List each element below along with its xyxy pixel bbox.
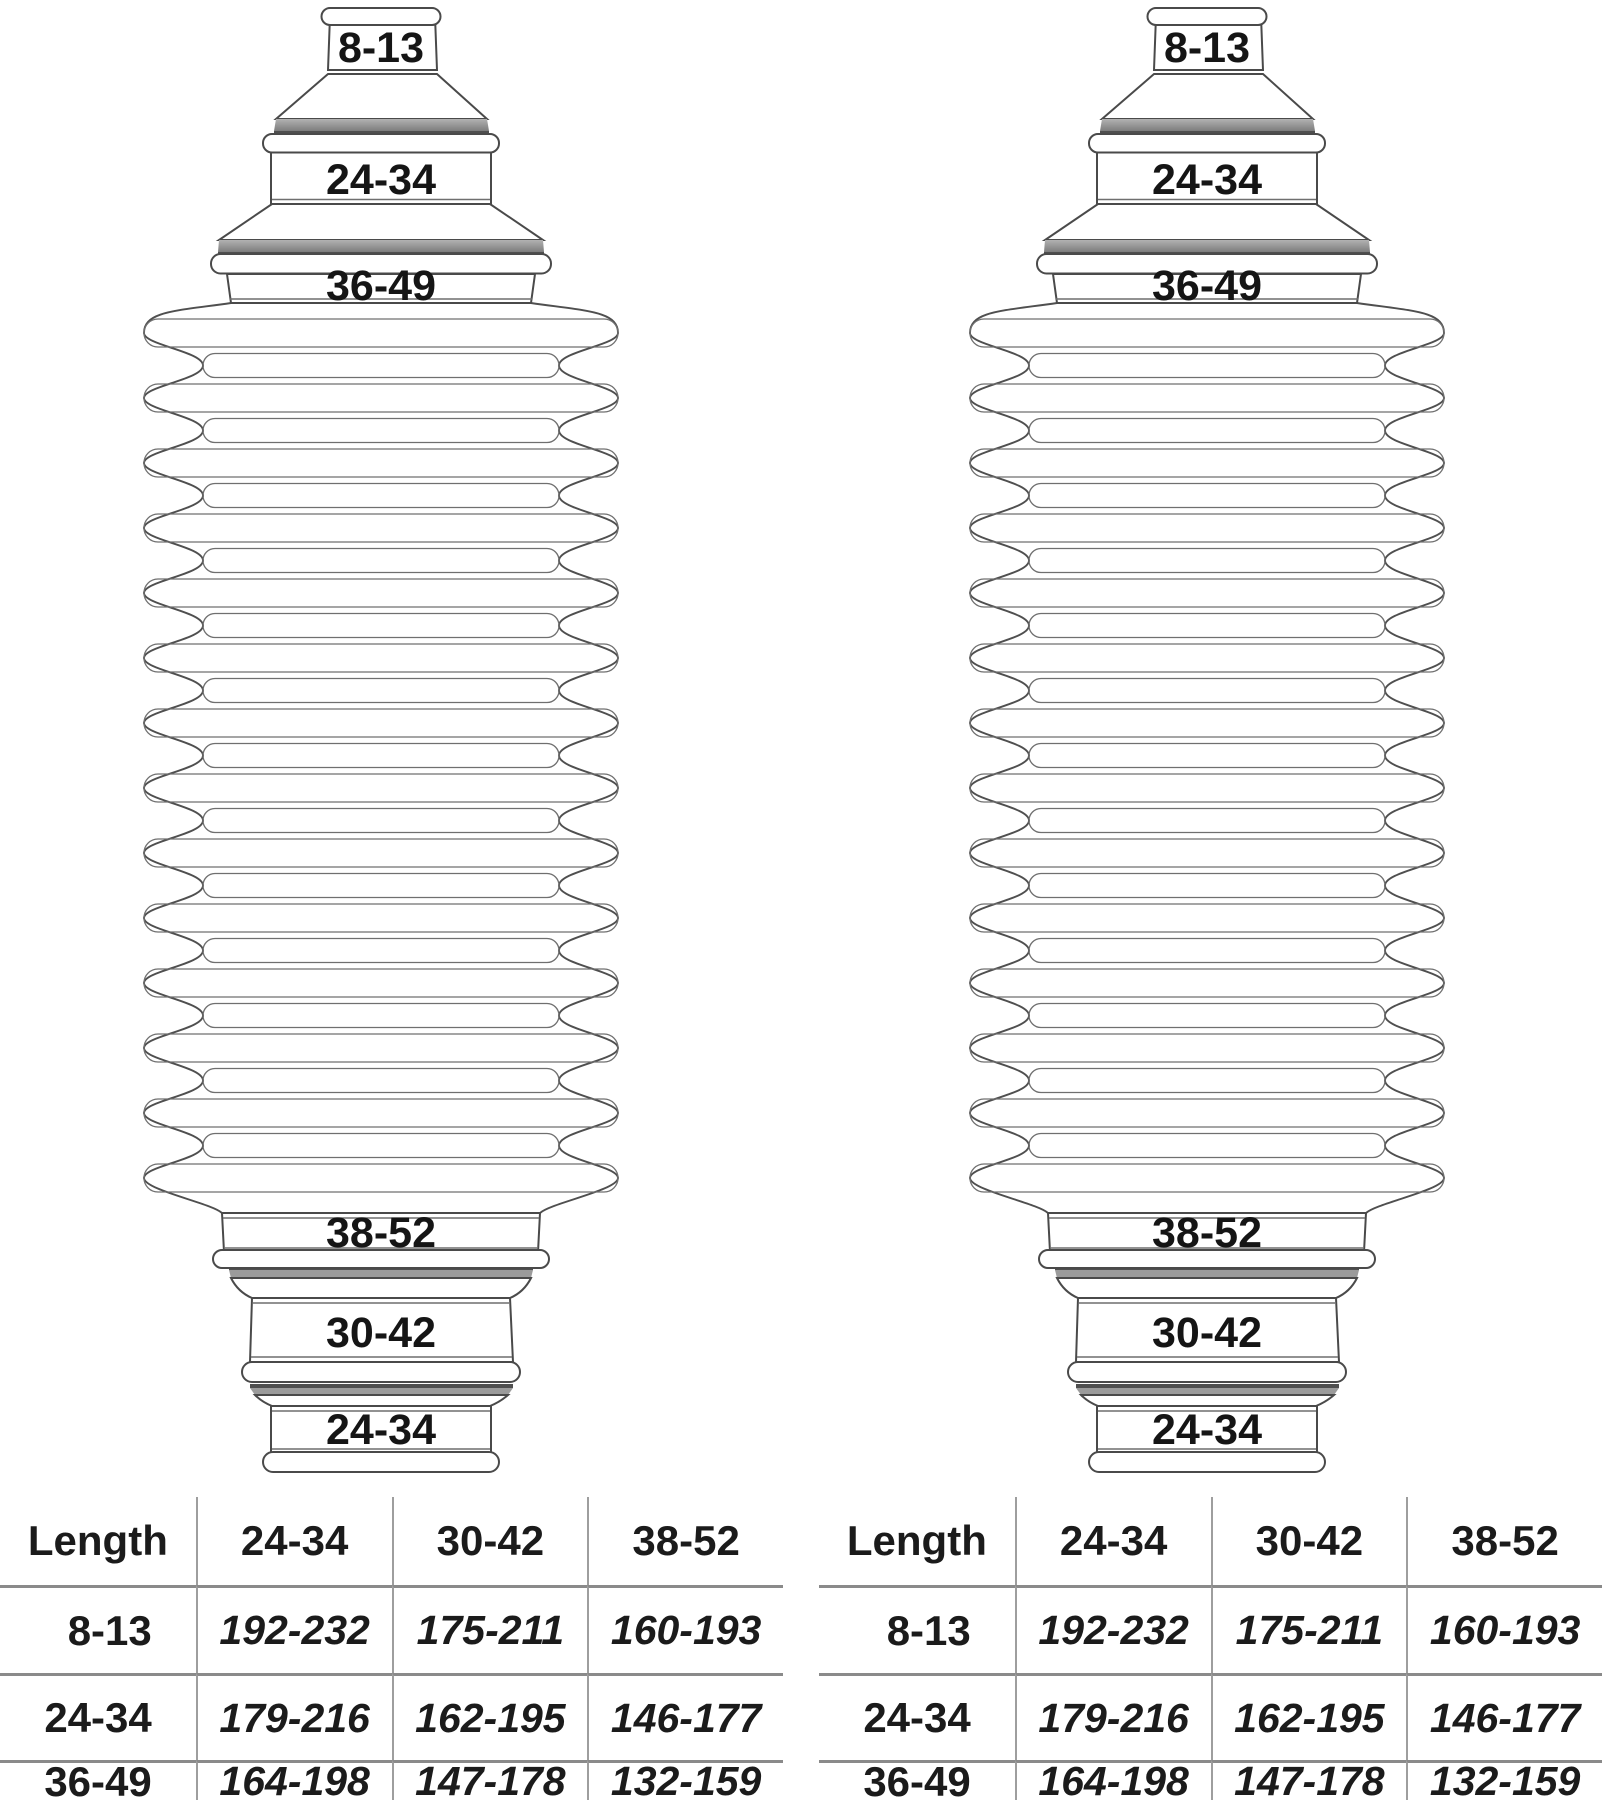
col-header: 24-34 (1015, 1497, 1211, 1585)
boot-left (144, 8, 618, 1472)
row-header: 8-13 (0, 1585, 196, 1673)
row-header: 36-49 (819, 1760, 1015, 1800)
col-header: 38-52 (1406, 1497, 1602, 1585)
spec-tables (0, 1497, 1602, 1800)
col-header: Length (27, 1517, 168, 1564)
table-value: 146-177 (587, 1673, 783, 1760)
col-header: 38-52 (587, 1497, 783, 1585)
row-header: 24-34 (819, 1673, 1015, 1760)
table-value: 164-198 (1015, 1760, 1211, 1800)
table-value: 147-178 (392, 1760, 588, 1800)
table-value: 147-178 (1211, 1760, 1407, 1800)
table-value: 164-198 (196, 1760, 392, 1800)
col-header: Length (846, 1517, 987, 1564)
col-header: 30-42 (392, 1497, 588, 1585)
col-header: 24-34 (196, 1497, 392, 1585)
row-header: 36-49 (0, 1760, 196, 1800)
table-value: 162-195 (392, 1673, 588, 1760)
row-header: 8-13 (819, 1585, 1015, 1673)
table-value: 179-216 (1015, 1673, 1211, 1760)
spec-table (819, 1497, 1602, 1800)
table-value: 162-195 (1211, 1673, 1407, 1760)
col-header: 30-42 (1211, 1497, 1407, 1585)
table-value: 175-211 (1211, 1585, 1407, 1673)
table-value: 132-159 (587, 1760, 783, 1800)
boot-right (970, 8, 1444, 1472)
table-value: 146-177 (1406, 1673, 1602, 1760)
table-value: 132-159 (1406, 1760, 1602, 1800)
table-value: 160-193 (587, 1585, 783, 1673)
table-value: 175-211 (392, 1585, 588, 1673)
row-header: 24-34 (0, 1673, 196, 1760)
table-value: 179-216 (196, 1673, 392, 1760)
table-value: 160-193 (1406, 1585, 1602, 1673)
spec-table (0, 1497, 783, 1800)
table-value: 192-232 (196, 1585, 392, 1673)
table-value: 192-232 (1015, 1585, 1211, 1673)
